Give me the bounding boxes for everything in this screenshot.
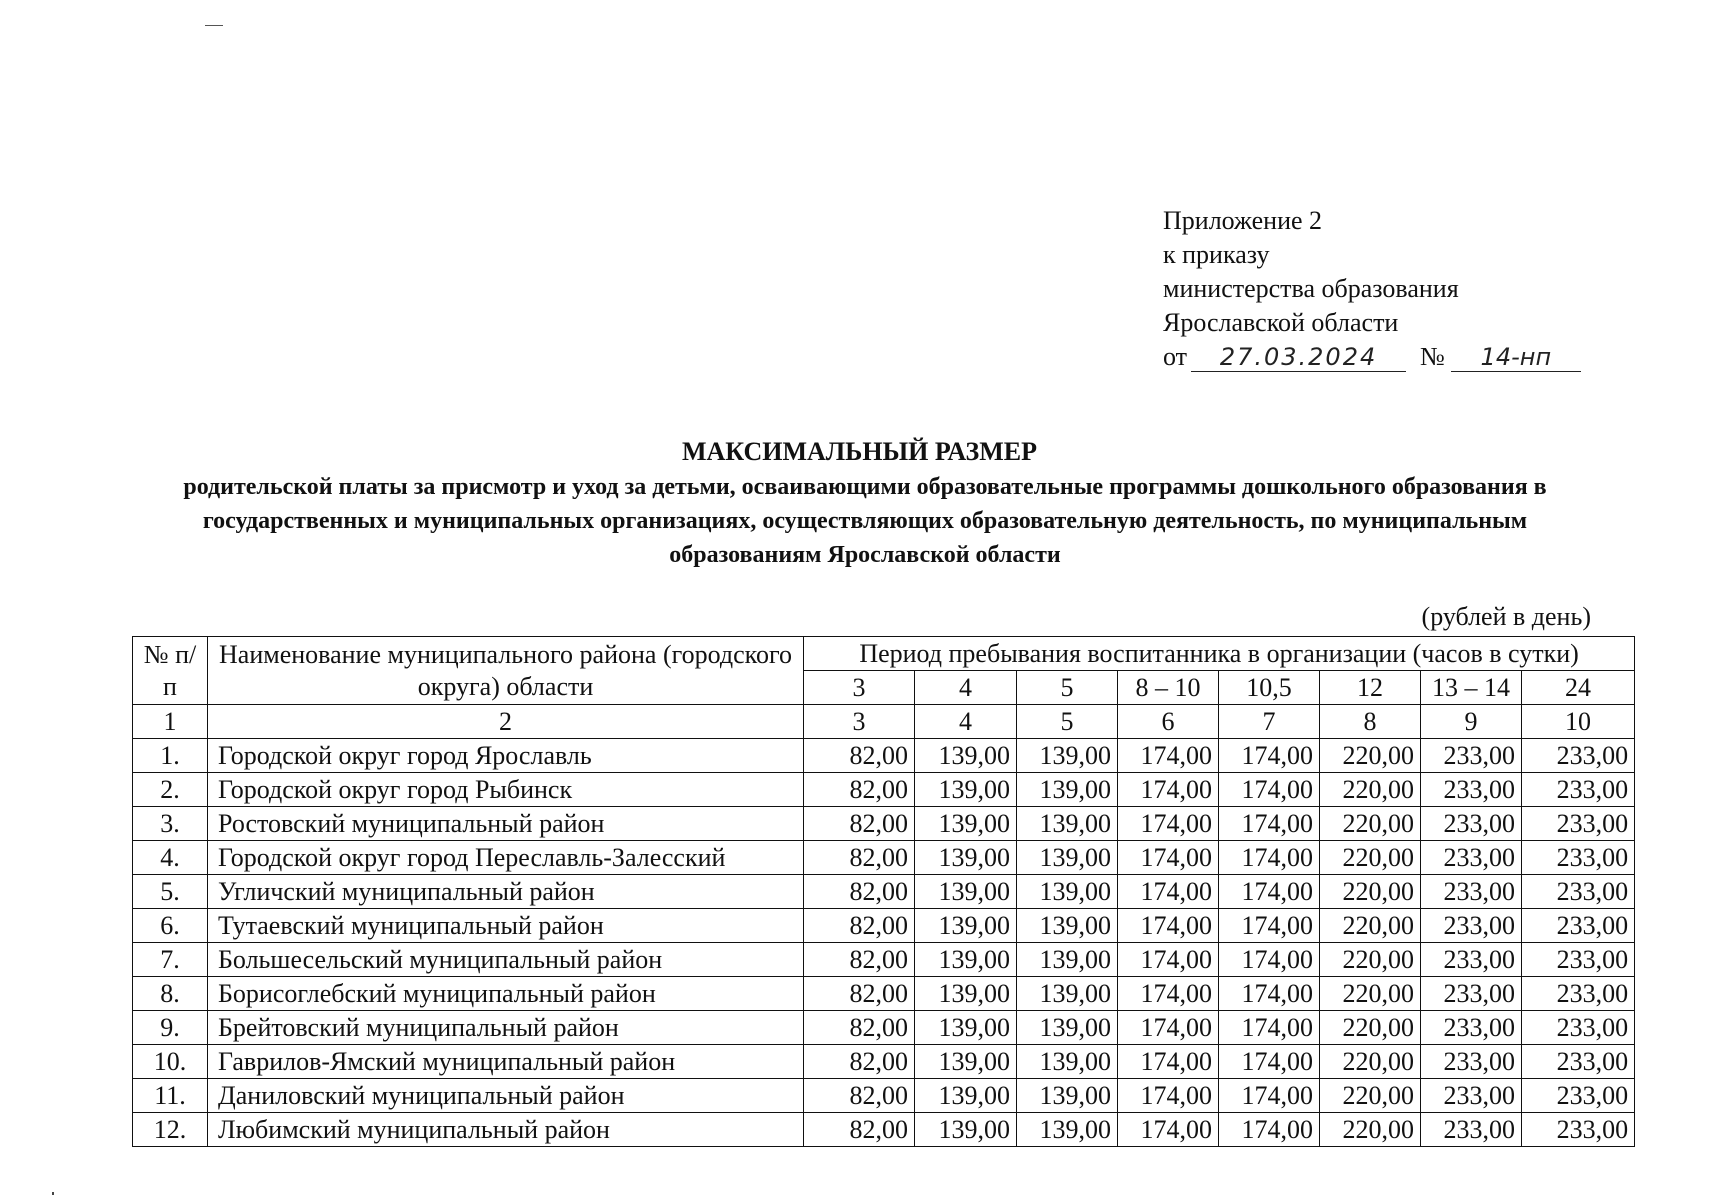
fee-value: 139,00: [915, 1011, 1017, 1045]
fee-value: 139,00: [1017, 875, 1118, 909]
fee-table-body: [133, 739, 1635, 1147]
fee-value: 233,00: [1522, 977, 1635, 1011]
period-cell: 24: [1522, 671, 1635, 705]
index-cell: 3: [804, 705, 915, 739]
table-row: [133, 773, 1635, 807]
fee-value: 139,00: [1017, 909, 1118, 943]
fee-value: 174,00: [1118, 773, 1219, 807]
fee-value: 174,00: [1219, 773, 1320, 807]
row-number: 5.: [133, 875, 208, 909]
fee-value: 174,00: [1219, 1113, 1320, 1147]
document-title: МАКСИМАЛЬНЫЙ РАЗМЕР: [681, 437, 1038, 466]
row-number: 12.: [133, 1113, 208, 1147]
handwritten-date: 27.03.2024: [1191, 343, 1406, 372]
fee-value: 233,00: [1421, 875, 1522, 909]
table-row: [133, 1011, 1635, 1045]
handwritten-number: 14-нп: [1451, 343, 1581, 372]
fee-value: 82,00: [804, 807, 915, 841]
table-row: [133, 977, 1635, 1011]
fee-value: 233,00: [1522, 943, 1635, 977]
fee-value: 233,00: [1522, 875, 1635, 909]
table-row: [133, 841, 1635, 875]
fee-value: 220,00: [1320, 1113, 1421, 1147]
row-number: 6.: [133, 909, 208, 943]
fee-value: 233,00: [1421, 977, 1522, 1011]
district-name: Ростовский муниципальный район: [208, 807, 804, 841]
fee-value: 82,00: [804, 841, 915, 875]
fee-value: 139,00: [915, 1079, 1017, 1113]
fee-table: [132, 636, 1635, 1147]
district-name: Брейтовский муниципальный район: [208, 1011, 804, 1045]
col-num-header: № п/п: [133, 637, 208, 705]
fee-value: 174,00: [1219, 909, 1320, 943]
fee-value: 174,00: [1118, 807, 1219, 841]
appendix-line-1: Приложение 2: [1163, 206, 1323, 235]
period-cell: 13 – 14: [1421, 671, 1522, 705]
number-label: №: [1420, 342, 1445, 371]
appendix-line-2: к приказу: [1163, 240, 1270, 269]
fee-value: 82,00: [804, 875, 915, 909]
fee-value: 233,00: [1421, 1079, 1522, 1113]
fee-value: 220,00: [1320, 943, 1421, 977]
district-name: Даниловский муниципальный район: [208, 1079, 804, 1113]
period-cell: 5: [1017, 671, 1118, 705]
district-name: Большесельский муниципальный район: [208, 943, 804, 977]
fee-value: 174,00: [1219, 841, 1320, 875]
fee-value: 174,00: [1118, 909, 1219, 943]
fee-value: 233,00: [1421, 943, 1522, 977]
fee-value: 233,00: [1421, 1011, 1522, 1045]
row-number: 2.: [133, 773, 208, 807]
fee-value: 82,00: [804, 773, 915, 807]
district-name: Гаврилов-Ямский муниципальный район: [208, 1045, 804, 1079]
document-subtitle: родительской платы за присмотр и уход за детьми, осваивающими образовательные программы дошкольного образования в государственных и муниципальных организациях, осуществляющих образовательную деятельность, по муниципальным образованиям Ярославской области: [183, 474, 1547, 568]
header-row-1: [133, 637, 1635, 671]
appendix-order-line: [1163, 340, 1581, 374]
fee-value: 139,00: [915, 841, 1017, 875]
fee-value: 82,00: [804, 909, 915, 943]
fee-value: 174,00: [1118, 977, 1219, 1011]
fee-value: 220,00: [1320, 1011, 1421, 1045]
fee-value: 174,00: [1118, 1079, 1219, 1113]
fee-value: 220,00: [1320, 807, 1421, 841]
fee-value: 174,00: [1219, 739, 1320, 773]
fee-value: 174,00: [1219, 943, 1320, 977]
fee-value: 82,00: [804, 1113, 915, 1147]
fee-value: 220,00: [1320, 1045, 1421, 1079]
fee-value: 82,00: [804, 1079, 915, 1113]
district-name: Городской округ город Рыбинск: [208, 773, 804, 807]
fee-value: 139,00: [915, 807, 1017, 841]
fee-value: 174,00: [1118, 1011, 1219, 1045]
district-name: Городской округ город Переславль-Залесский: [208, 841, 804, 875]
fee-value: 139,00: [915, 739, 1017, 773]
fee-value: 174,00: [1219, 875, 1320, 909]
fee-value: 139,00: [1017, 841, 1118, 875]
district-name: Тутаевский муниципальный район: [208, 909, 804, 943]
district-name: Борисоглебский муниципальный район: [208, 977, 804, 1011]
fee-value: 233,00: [1522, 1011, 1635, 1045]
fee-value: 220,00: [1320, 773, 1421, 807]
col-name-header: Наименование муниципального района (городского округа) области: [208, 637, 804, 705]
fee-value: 174,00: [1118, 875, 1219, 909]
fee-value: 139,00: [1017, 739, 1118, 773]
index-cell: 5: [1017, 705, 1118, 739]
table-row: [133, 909, 1635, 943]
row-number: 3.: [133, 807, 208, 841]
table-row: [133, 1079, 1635, 1113]
appendix-line-3: министерства образования: [1163, 274, 1459, 303]
fee-value: 233,00: [1522, 1079, 1635, 1113]
index-cell: 8: [1320, 705, 1421, 739]
fee-value: 139,00: [1017, 1113, 1118, 1147]
fee-value: 220,00: [1320, 1079, 1421, 1113]
row-number: 8.: [133, 977, 208, 1011]
district-name: Городской округ город Ярославль: [208, 739, 804, 773]
fee-value: 139,00: [915, 943, 1017, 977]
fee-value: 220,00: [1320, 977, 1421, 1011]
fee-value: 233,00: [1421, 909, 1522, 943]
row-number: 10.: [133, 1045, 208, 1079]
fee-value: 220,00: [1320, 875, 1421, 909]
fee-value: 174,00: [1219, 1011, 1320, 1045]
row-number: 4.: [133, 841, 208, 875]
fee-value: 233,00: [1522, 841, 1635, 875]
scan-artifact-dot: [52, 1192, 54, 1195]
fee-value: 139,00: [915, 909, 1017, 943]
fee-value: 174,00: [1118, 1045, 1219, 1079]
row-number: 1.: [133, 739, 208, 773]
fee-value: 233,00: [1421, 841, 1522, 875]
fee-value: 233,00: [1522, 773, 1635, 807]
fee-value: 174,00: [1118, 841, 1219, 875]
fee-value: 233,00: [1421, 1045, 1522, 1079]
index-cell: 2: [208, 705, 804, 739]
fee-value: 82,00: [804, 943, 915, 977]
period-header: Период пребывания воспитанника в организации (часов в сутки): [804, 637, 1635, 671]
fee-value: 233,00: [1421, 739, 1522, 773]
period-cell: 3: [804, 671, 915, 705]
row-number: 11.: [133, 1079, 208, 1113]
fee-value: 82,00: [804, 1045, 915, 1079]
fee-value: 139,00: [1017, 807, 1118, 841]
fee-value: 174,00: [1219, 1045, 1320, 1079]
fee-value: 139,00: [1017, 943, 1118, 977]
appendix-line-4: Ярославской области: [1163, 308, 1399, 337]
table-row: [133, 1113, 1635, 1147]
fee-value: 82,00: [804, 739, 915, 773]
fee-value: 220,00: [1320, 909, 1421, 943]
fee-value: 139,00: [915, 1045, 1017, 1079]
fee-value: 233,00: [1522, 1045, 1635, 1079]
index-cell: 1: [133, 705, 208, 739]
table-row: [133, 1045, 1635, 1079]
period-cell: 12: [1320, 671, 1421, 705]
index-cell: 10: [1522, 705, 1635, 739]
fee-value: 233,00: [1522, 807, 1635, 841]
index-cell: 4: [915, 705, 1017, 739]
row-number: 9.: [133, 1011, 208, 1045]
fee-value: 82,00: [804, 977, 915, 1011]
fee-value: 233,00: [1421, 773, 1522, 807]
fee-value: 174,00: [1118, 1113, 1219, 1147]
fee-value: 174,00: [1219, 977, 1320, 1011]
district-name: Угличский муниципальный район: [208, 875, 804, 909]
index-row: [133, 705, 1635, 739]
row-number: 7.: [133, 943, 208, 977]
fee-value: 233,00: [1522, 909, 1635, 943]
fee-value: 139,00: [1017, 1011, 1118, 1045]
index-cell: 7: [1219, 705, 1320, 739]
appendix-block: [1163, 204, 1581, 374]
fee-value: 174,00: [1118, 943, 1219, 977]
index-cell: 6: [1118, 705, 1219, 739]
fee-value: 174,00: [1118, 739, 1219, 773]
table-row: [133, 875, 1635, 909]
fee-value: 139,00: [915, 773, 1017, 807]
fee-value: 82,00: [804, 1011, 915, 1045]
period-cell: 10,5: [1219, 671, 1320, 705]
fee-value: 139,00: [1017, 1079, 1118, 1113]
period-cell: 4: [915, 671, 1017, 705]
fee-value: 139,00: [915, 875, 1017, 909]
district-name: Любимский муниципальный район: [208, 1113, 804, 1147]
fee-value: 220,00: [1320, 739, 1421, 773]
units-note: (рублей в день): [1421, 602, 1591, 631]
fee-value: 139,00: [915, 1113, 1017, 1147]
fee-value: 233,00: [1522, 739, 1635, 773]
fee-value: 174,00: [1219, 807, 1320, 841]
table-row: [133, 739, 1635, 773]
from-label: от: [1163, 342, 1188, 371]
fee-value: 233,00: [1421, 1113, 1522, 1147]
fee-value: 233,00: [1522, 1113, 1635, 1147]
fee-value: 233,00: [1421, 807, 1522, 841]
fee-value: 174,00: [1219, 1079, 1320, 1113]
table-row: [133, 943, 1635, 977]
fee-value: 139,00: [1017, 977, 1118, 1011]
fee-value: 139,00: [915, 977, 1017, 1011]
fee-value: 139,00: [1017, 1045, 1118, 1079]
fee-value: 139,00: [1017, 773, 1118, 807]
period-cell: 8 – 10: [1118, 671, 1219, 705]
fee-value: 220,00: [1320, 841, 1421, 875]
table-row: [133, 807, 1635, 841]
index-cell: 9: [1421, 705, 1522, 739]
scan-artifact-mark: [205, 25, 223, 26]
